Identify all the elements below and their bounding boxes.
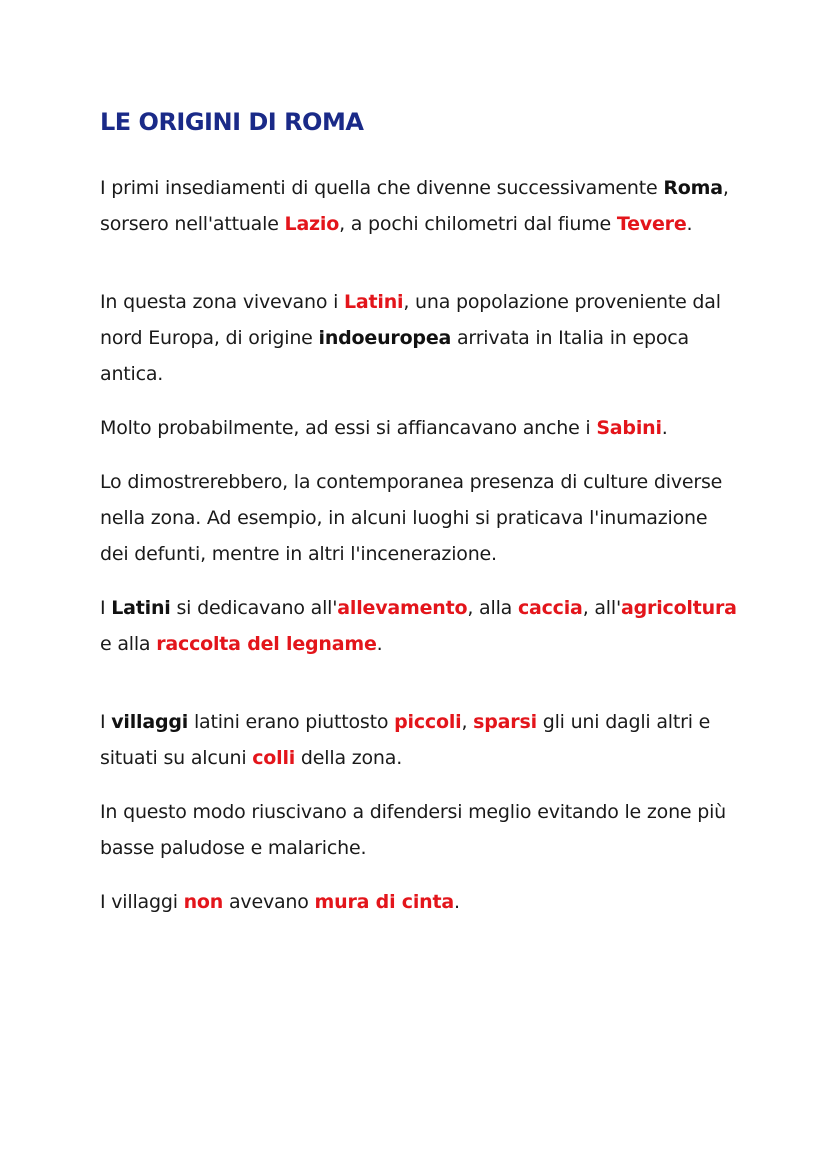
- highlight-term: non: [183, 891, 224, 913]
- text-run: e alla: [100, 633, 157, 655]
- text-run: Molto probabilmente, ad essi si affiancavano anche i: [100, 417, 597, 439]
- highlight-term: raccolta del legname: [156, 633, 377, 655]
- text-run: I villaggi: [100, 891, 184, 913]
- text-run: .: [454, 891, 460, 913]
- text-run: .: [376, 633, 383, 655]
- text-run: I: [100, 597, 112, 619]
- document-page: [100, 104, 740, 920]
- highlight-term: agricoltura: [621, 597, 737, 619]
- text-run: della zona.: [295, 747, 403, 769]
- text-run: , a pochi chilometri dal fiume: [339, 213, 617, 235]
- text-run: .: [661, 417, 668, 439]
- text-run: .: [686, 213, 693, 235]
- text-run: , alla: [467, 597, 518, 619]
- text-run: avevano: [223, 891, 315, 913]
- bold-term: Roma: [663, 177, 723, 199]
- highlight-term: mura di cinta: [314, 891, 455, 913]
- highlight-term: sparsi: [473, 711, 537, 733]
- highlight-term: caccia: [517, 597, 583, 619]
- paragraph-8: [100, 884, 740, 920]
- highlight-term: Lazio: [284, 213, 340, 235]
- text-run: , all': [582, 597, 621, 619]
- bold-term: Latini: [111, 597, 171, 619]
- bold-term: villaggi: [111, 711, 189, 733]
- text-run: gli uni dagli altri e situati su alcuni: [100, 711, 711, 769]
- text-run: , una popolazione proveniente dal nord Europa, di origine: [100, 291, 721, 349]
- text-run: In questa zona vivevano i: [100, 291, 344, 313]
- paragraph-3: [100, 410, 740, 446]
- paragraph-6: [100, 704, 740, 776]
- highlight-term: allevamento: [337, 597, 468, 619]
- highlight-term: Sabini: [596, 417, 662, 439]
- highlight-term: Latini: [344, 291, 404, 313]
- text-run: In questo modo riuscivano a difendersi meglio evitando le zone più basse paludose e malariche.: [100, 801, 727, 859]
- paragraph-5: [100, 590, 740, 662]
- paragraph-4: [100, 464, 740, 572]
- highlight-term: colli: [252, 747, 296, 769]
- text-run: , sorsero nell'attuale: [100, 177, 729, 235]
- text-run: si dedicavano all': [170, 597, 338, 619]
- highlight-term: Tevere: [616, 213, 687, 235]
- text-run: arrivata in Italia in epoca antica.: [100, 327, 689, 385]
- text-run: ,: [461, 711, 474, 733]
- text-run: I: [100, 711, 112, 733]
- page-title: LE ORIGINI DI ROMA: [100, 108, 364, 136]
- text-run: I primi insediamenti di quella che divenne successivamente: [100, 177, 664, 199]
- paragraph-2: [100, 284, 740, 392]
- bold-term: indoeuropea: [318, 327, 452, 349]
- text-run: Lo dimostrerebbero, la contemporanea presenza di culture diverse nella zona. Ad esempio, in alcuni luoghi si praticava l'inumazione dei defunti, mentre in altri l'incenerazione.: [100, 471, 723, 565]
- paragraph-7: [100, 794, 740, 866]
- paragraph-1: [100, 170, 740, 242]
- highlight-term: piccoli: [394, 711, 462, 733]
- text-run: latini erano piuttosto: [188, 711, 395, 733]
